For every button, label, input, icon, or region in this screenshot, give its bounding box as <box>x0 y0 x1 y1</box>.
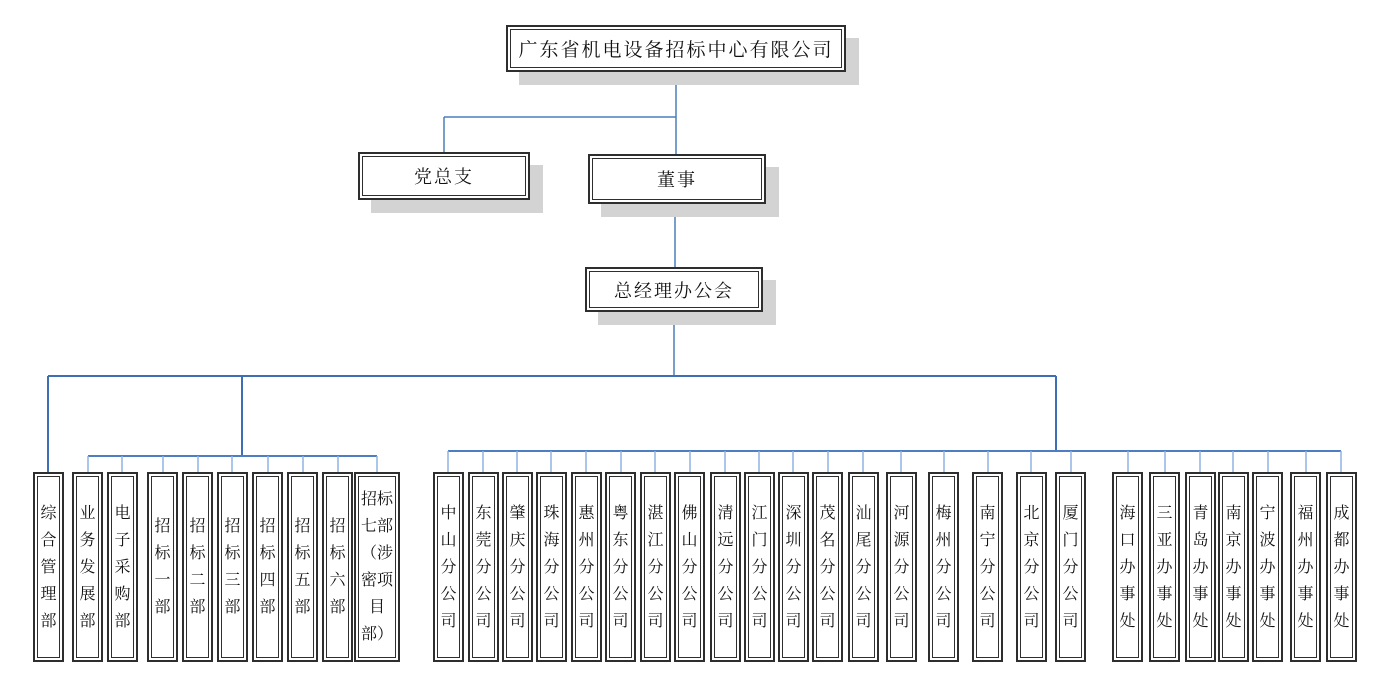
dept-node-1-label: 综合管理部 <box>40 504 57 630</box>
branch-node-1 <box>433 472 464 662</box>
branch-node-18-frame <box>1059 476 1082 658</box>
office-node-5-label: 宁波办事处 <box>1259 504 1276 630</box>
branch-node-6 <box>605 472 636 662</box>
branch-node-16-label: 南宁分公司 <box>979 504 996 630</box>
branch-node-12-label: 茂名分公司 <box>819 504 836 630</box>
branch-node-15-label: 梅州分公司 <box>935 504 952 630</box>
office-node-3-label: 青岛办事处 <box>1192 504 1209 630</box>
office-node-7-label: 成都办事处 <box>1333 504 1350 630</box>
dept-node-3-frame <box>111 476 134 658</box>
dept-node-4 <box>147 472 178 662</box>
branch-node-9 <box>710 472 741 662</box>
dept-node-3-label: 电子采购部 <box>114 504 131 630</box>
branch-node-5-label: 惠州分公司 <box>578 504 595 630</box>
dept-node-9 <box>322 472 353 662</box>
office-node-1-frame <box>1116 476 1139 658</box>
node-party-branch <box>358 152 530 200</box>
branch-node-10-frame <box>748 476 771 658</box>
dept-node-8-label: 招标五部 <box>294 518 311 616</box>
main-lines <box>48 376 1056 473</box>
dept-node-2-label: 业务发展部 <box>79 504 96 630</box>
branch-node-6-frame <box>609 476 632 658</box>
dept-node-7-label: 招标四部 <box>259 518 276 616</box>
branch-node-11 <box>778 472 809 662</box>
office-node-6-frame <box>1294 476 1317 658</box>
office-node-7-frame <box>1330 476 1353 658</box>
office-node-5-frame <box>1256 476 1279 658</box>
node-root <box>506 25 846 72</box>
branch-node-2 <box>468 472 499 662</box>
office-node-2-frame <box>1153 476 1176 658</box>
node-root-label: 广东省机电设备招标中心有限公司 <box>518 40 834 61</box>
tree-lines <box>444 72 676 376</box>
dept-node-9-frame <box>326 476 349 658</box>
dept-node-8 <box>287 472 318 662</box>
branch-node-13-frame <box>852 476 875 658</box>
tick-lines <box>88 451 1341 473</box>
branch-node-1-label: 中山分公司 <box>440 504 457 630</box>
branch-node-18-label: 厦门分公司 <box>1062 504 1079 630</box>
branch-node-4-frame <box>540 476 563 658</box>
branch-node-7-label: 湛江分公司 <box>647 504 664 630</box>
branch-node-10-label: 江门分公司 <box>751 504 768 630</box>
branch-node-17-label: 北京分公司 <box>1023 504 1040 630</box>
dept-node-5 <box>182 472 213 662</box>
office-node-1-label: 海口办事处 <box>1119 504 1136 630</box>
branch-node-16-frame <box>976 476 999 658</box>
branch-node-11-frame <box>782 476 805 658</box>
office-node-3 <box>1185 472 1216 662</box>
branch-node-7 <box>640 472 671 662</box>
branch-node-18 <box>1055 472 1086 662</box>
dept-node-6 <box>217 472 248 662</box>
branch-node-3-frame <box>506 476 529 658</box>
dept-node-6-frame <box>221 476 244 658</box>
branch-node-3-label: 肇庆分公司 <box>509 504 526 630</box>
branch-node-8 <box>674 472 705 662</box>
branch-node-1-frame <box>437 476 460 658</box>
office-node-5 <box>1252 472 1283 662</box>
dept-node-10-label: 招标七部（涉密项目部） <box>360 491 393 643</box>
branch-node-10 <box>744 472 775 662</box>
branch-node-9-label: 清远分公司 <box>717 504 734 630</box>
branch-node-12-frame <box>816 476 839 658</box>
node-party-branch-label: 党总支 <box>414 167 474 187</box>
dept-node-6-label: 招标三部 <box>224 518 241 616</box>
node-board <box>588 154 766 204</box>
branch-node-15 <box>928 472 959 662</box>
node-gm-office-label: 总经理办公会 <box>614 280 734 301</box>
sub-lines <box>88 451 1341 456</box>
branch-node-5 <box>571 472 602 662</box>
dept-node-10-frame <box>358 476 396 658</box>
branch-node-14 <box>886 472 917 662</box>
branch-node-4-label: 珠海分公司 <box>543 504 560 630</box>
office-node-4-label: 南京办事处 <box>1225 504 1242 630</box>
dept-node-5-frame <box>186 476 209 658</box>
node-gm-office-frame <box>589 271 759 308</box>
dept-node-3 <box>107 472 138 662</box>
dept-node-1-frame <box>37 476 60 658</box>
branch-node-13 <box>848 472 879 662</box>
office-node-2-label: 三亚办事处 <box>1156 504 1173 630</box>
branch-node-7-frame <box>644 476 667 658</box>
dept-node-8-frame <box>291 476 314 658</box>
branch-node-16 <box>972 472 1003 662</box>
office-node-3-frame <box>1189 476 1212 658</box>
node-board-label: 董事 <box>657 170 697 190</box>
branch-node-17 <box>1016 472 1047 662</box>
dept-node-7-frame <box>256 476 279 658</box>
branch-node-17-frame <box>1020 476 1043 658</box>
branch-node-6-label: 粤东分公司 <box>612 504 629 630</box>
branch-node-4 <box>536 472 567 662</box>
node-party-branch-frame <box>362 156 526 196</box>
branch-node-9-frame <box>714 476 737 658</box>
branch-node-8-frame <box>678 476 701 658</box>
branch-node-3 <box>502 472 533 662</box>
dept-node-4-frame <box>151 476 174 658</box>
dept-node-1 <box>33 472 64 662</box>
office-node-2 <box>1149 472 1180 662</box>
node-board-frame <box>592 158 762 200</box>
dept-node-4-label: 招标一部 <box>154 518 171 616</box>
dept-node-10 <box>354 472 400 662</box>
dept-node-7 <box>252 472 283 662</box>
office-node-6-label: 福州办事处 <box>1297 504 1314 630</box>
node-gm-office <box>585 267 763 312</box>
branch-node-14-label: 河源分公司 <box>893 504 910 630</box>
branch-node-8-label: 佛山分公司 <box>681 504 698 630</box>
office-node-6 <box>1290 472 1321 662</box>
dept-node-2-frame <box>76 476 99 658</box>
office-node-4-frame <box>1222 476 1245 658</box>
node-root-frame <box>510 29 842 68</box>
dept-node-5-label: 招标二部 <box>189 518 206 616</box>
branch-node-5-frame <box>575 476 598 658</box>
branch-node-2-label: 东莞分公司 <box>475 504 492 630</box>
branch-node-15-frame <box>932 476 955 658</box>
office-node-1 <box>1112 472 1143 662</box>
branch-node-14-frame <box>890 476 913 658</box>
branch-node-2-frame <box>472 476 495 658</box>
office-node-4 <box>1218 472 1249 662</box>
branch-node-13-label: 汕尾分公司 <box>855 504 872 630</box>
branch-node-11-label: 深圳分公司 <box>785 504 802 630</box>
branch-node-12 <box>812 472 843 662</box>
office-node-7 <box>1326 472 1357 662</box>
dept-node-2 <box>72 472 103 662</box>
dept-node-9-label: 招标六部 <box>329 518 346 616</box>
